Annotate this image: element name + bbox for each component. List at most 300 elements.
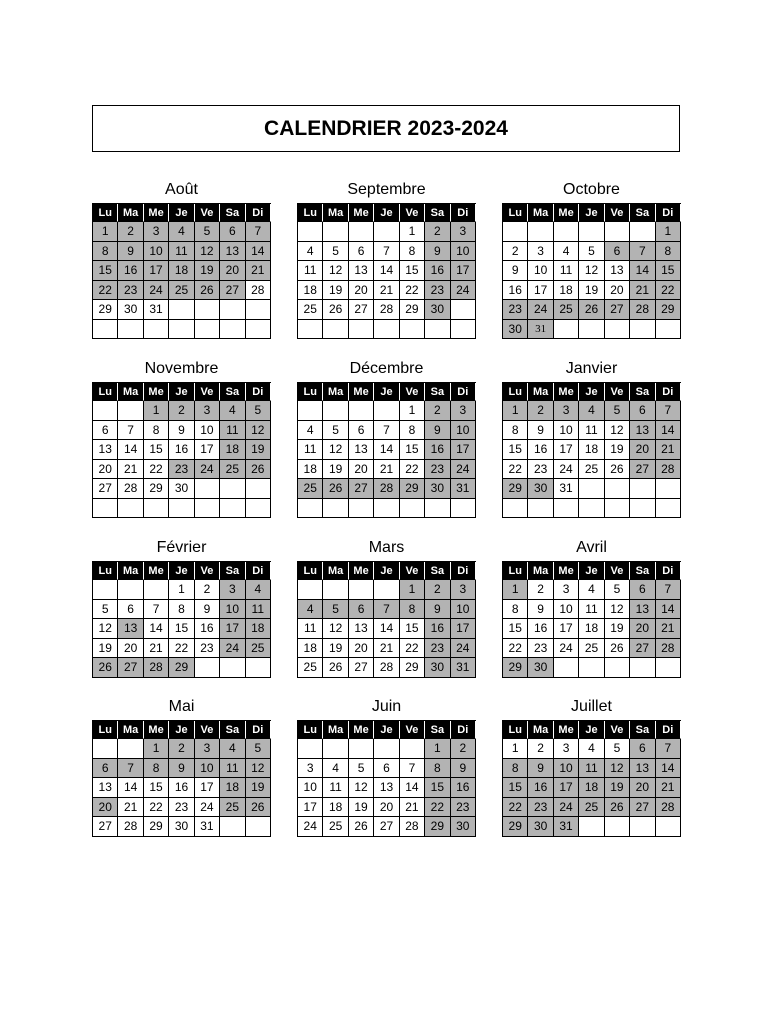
weekday-header: Je xyxy=(374,383,399,401)
day-cell: 7 xyxy=(630,242,655,262)
day-cell: 25 xyxy=(220,460,245,480)
day-cell: 6 xyxy=(349,421,374,441)
day-cell: 24 xyxy=(451,281,476,301)
day-cell: 14 xyxy=(656,759,681,779)
empty-cell xyxy=(220,479,245,499)
weekday-header: Ma xyxy=(323,721,348,739)
day-cell: 3 xyxy=(554,401,579,421)
day-cell: 19 xyxy=(323,460,348,480)
day-cell: 13 xyxy=(630,421,655,441)
day-cell: 9 xyxy=(169,421,194,441)
month-block xyxy=(297,358,476,518)
weekday-header: Lu xyxy=(298,383,323,401)
day-cell: 16 xyxy=(425,619,450,639)
day-cell: 16 xyxy=(503,281,528,301)
day-cell: 14 xyxy=(656,600,681,620)
day-cell: 24 xyxy=(195,460,220,480)
day-cell: 29 xyxy=(400,300,425,320)
day-cell: 12 xyxy=(323,261,348,281)
empty-cell xyxy=(374,499,399,519)
day-cell: 14 xyxy=(118,440,143,460)
day-cell: 14 xyxy=(656,421,681,441)
empty-cell xyxy=(220,300,245,320)
day-cell: 26 xyxy=(605,460,630,480)
day-cell: 6 xyxy=(93,421,118,441)
day-cell: 2 xyxy=(425,401,450,421)
day-cell: 31 xyxy=(554,479,579,499)
day-cell: 13 xyxy=(118,619,143,639)
day-cell: 18 xyxy=(579,619,604,639)
day-cell: 17 xyxy=(220,619,245,639)
day-cell: 28 xyxy=(656,639,681,659)
day-cell: 10 xyxy=(195,421,220,441)
day-cell: 19 xyxy=(605,778,630,798)
month-grid xyxy=(297,382,476,518)
empty-cell xyxy=(605,499,630,519)
day-cell: 23 xyxy=(451,798,476,818)
day-cell: 17 xyxy=(298,798,323,818)
day-cell: 27 xyxy=(630,798,655,818)
day-cell: 22 xyxy=(144,798,169,818)
day-cell: 3 xyxy=(220,580,245,600)
day-cell: 11 xyxy=(220,759,245,779)
day-cell: 19 xyxy=(605,440,630,460)
day-cell: 30 xyxy=(528,658,553,678)
day-cell: 28 xyxy=(630,300,655,320)
day-cell: 20 xyxy=(220,261,245,281)
day-cell: 8 xyxy=(425,759,450,779)
day-cell: 15 xyxy=(400,440,425,460)
month-block xyxy=(297,179,476,339)
empty-cell xyxy=(579,499,604,519)
day-cell: 1 xyxy=(144,401,169,421)
day-cell: 3 xyxy=(554,739,579,759)
empty-cell xyxy=(349,499,374,519)
day-cell: 23 xyxy=(425,460,450,480)
weekday-header: Lu xyxy=(93,721,118,739)
day-cell: 8 xyxy=(503,600,528,620)
weekday-header: Sa xyxy=(630,204,655,222)
day-cell: 1 xyxy=(400,222,425,242)
day-cell: 3 xyxy=(298,759,323,779)
day-cell: 26 xyxy=(195,281,220,301)
day-cell: 29 xyxy=(656,300,681,320)
weekday-header: Lu xyxy=(503,562,528,580)
day-cell: 17 xyxy=(528,281,553,301)
empty-cell xyxy=(374,580,399,600)
empty-cell xyxy=(93,739,118,759)
day-cell: 13 xyxy=(93,440,118,460)
day-cell: 29 xyxy=(503,479,528,499)
weekday-header: Me xyxy=(554,383,579,401)
empty-cell xyxy=(605,658,630,678)
day-cell: 2 xyxy=(195,580,220,600)
day-cell: 28 xyxy=(374,658,399,678)
day-cell: 3 xyxy=(451,401,476,421)
day-cell: 8 xyxy=(400,421,425,441)
weekday-header: Sa xyxy=(220,562,245,580)
day-cell: 28 xyxy=(374,479,399,499)
weekday-header: Ma xyxy=(528,383,553,401)
day-cell: 9 xyxy=(425,421,450,441)
weekday-header: Lu xyxy=(93,562,118,580)
day-cell: 17 xyxy=(451,261,476,281)
day-cell: 6 xyxy=(349,600,374,620)
day-cell: 11 xyxy=(323,778,348,798)
day-cell: 11 xyxy=(579,759,604,779)
day-cell: 30 xyxy=(425,300,450,320)
day-cell: 11 xyxy=(169,242,194,262)
weekday-header: Ve xyxy=(195,562,220,580)
empty-cell xyxy=(246,499,271,519)
empty-cell xyxy=(349,739,374,759)
day-cell: 1 xyxy=(503,739,528,759)
empty-cell xyxy=(374,401,399,421)
day-cell: 6 xyxy=(374,759,399,779)
day-cell: 7 xyxy=(374,600,399,620)
day-cell: 11 xyxy=(579,421,604,441)
weekday-header: Di xyxy=(451,721,476,739)
day-cell: 30 xyxy=(169,479,194,499)
day-cell: 19 xyxy=(195,261,220,281)
day-cell: 20 xyxy=(630,619,655,639)
day-cell: 6 xyxy=(630,580,655,600)
day-cell: 13 xyxy=(605,261,630,281)
weekday-header: Ve xyxy=(605,562,630,580)
day-cell: 26 xyxy=(605,639,630,659)
day-cell: 8 xyxy=(400,600,425,620)
day-cell: 11 xyxy=(298,440,323,460)
day-cell: 28 xyxy=(656,460,681,480)
day-cell: 9 xyxy=(169,759,194,779)
day-cell: 28 xyxy=(656,798,681,818)
weekday-header: Lu xyxy=(93,204,118,222)
empty-cell xyxy=(554,658,579,678)
weekday-header: Je xyxy=(579,383,604,401)
day-cell: 23 xyxy=(528,639,553,659)
day-cell: 10 xyxy=(195,759,220,779)
day-cell: 23 xyxy=(169,460,194,480)
month-block xyxy=(92,358,271,518)
month-name: Juin xyxy=(371,698,402,715)
empty-cell xyxy=(144,580,169,600)
weekday-header: Me xyxy=(349,562,374,580)
day-cell: 24 xyxy=(220,639,245,659)
day-cell: 5 xyxy=(195,222,220,242)
day-cell: 1 xyxy=(144,739,169,759)
day-cell: 11 xyxy=(298,261,323,281)
day-cell: 13 xyxy=(349,440,374,460)
day-cell: 21 xyxy=(400,798,425,818)
day-cell: 30 xyxy=(118,300,143,320)
day-cell: 2 xyxy=(425,580,450,600)
weekday-header: Me xyxy=(144,721,169,739)
weekday-header: Je xyxy=(579,204,604,222)
day-cell: 30 xyxy=(425,479,450,499)
day-cell: 8 xyxy=(144,759,169,779)
day-cell: 5 xyxy=(605,739,630,759)
day-cell: 10 xyxy=(144,242,169,262)
day-cell: 17 xyxy=(554,619,579,639)
empty-cell xyxy=(605,222,630,242)
day-cell: 12 xyxy=(323,619,348,639)
day-cell: 22 xyxy=(656,281,681,301)
day-cell: 1 xyxy=(400,401,425,421)
weekday-header: Me xyxy=(349,204,374,222)
day-cell: 26 xyxy=(605,798,630,818)
empty-cell xyxy=(323,739,348,759)
day-cell: 29 xyxy=(503,817,528,837)
weekday-header: Ve xyxy=(400,204,425,222)
day-cell: 21 xyxy=(656,440,681,460)
day-cell: 6 xyxy=(349,242,374,262)
day-cell: 29 xyxy=(400,658,425,678)
day-cell: 8 xyxy=(144,421,169,441)
weekday-header: Je xyxy=(579,562,604,580)
day-cell: 3 xyxy=(554,580,579,600)
day-cell: 9 xyxy=(425,600,450,620)
day-cell: 10 xyxy=(554,600,579,620)
weekday-header: Me xyxy=(144,204,169,222)
day-cell: 22 xyxy=(144,460,169,480)
weekday-header: Di xyxy=(246,562,271,580)
day-cell: 5 xyxy=(605,401,630,421)
month-block xyxy=(502,179,681,339)
day-cell: 9 xyxy=(528,421,553,441)
day-cell: 26 xyxy=(323,479,348,499)
month-block xyxy=(502,696,681,837)
day-cell: 27 xyxy=(605,300,630,320)
month-name: Novembre xyxy=(144,360,219,377)
day-cell: 30 xyxy=(528,479,553,499)
empty-cell xyxy=(169,320,194,340)
day-cell: 1 xyxy=(425,739,450,759)
day-cell: 28 xyxy=(118,817,143,837)
day-cell: 23 xyxy=(169,798,194,818)
weekday-header: Di xyxy=(451,383,476,401)
empty-cell xyxy=(169,300,194,320)
weekday-header: Ma xyxy=(528,562,553,580)
day-cell: 12 xyxy=(349,778,374,798)
day-cell: 5 xyxy=(246,739,271,759)
empty-cell xyxy=(374,320,399,340)
day-cell: 16 xyxy=(528,778,553,798)
day-cell: 4 xyxy=(579,401,604,421)
empty-cell xyxy=(246,817,271,837)
day-cell: 21 xyxy=(656,619,681,639)
weekday-header: Ma xyxy=(118,383,143,401)
day-cell: 24 xyxy=(554,460,579,480)
month-block xyxy=(92,537,271,678)
day-cell: 10 xyxy=(528,261,553,281)
month-name: Mars xyxy=(368,539,405,556)
empty-cell xyxy=(195,300,220,320)
month-grid xyxy=(502,203,681,339)
empty-cell xyxy=(605,817,630,837)
weekday-header: Ma xyxy=(323,383,348,401)
day-cell: 11 xyxy=(246,600,271,620)
day-cell: 2 xyxy=(503,242,528,262)
month-grid xyxy=(502,561,681,678)
day-cell: 9 xyxy=(528,600,553,620)
day-cell: 13 xyxy=(93,778,118,798)
day-cell: 27 xyxy=(349,300,374,320)
weekday-header: Ve xyxy=(400,383,425,401)
weekday-header: Sa xyxy=(425,721,450,739)
empty-cell xyxy=(656,817,681,837)
day-cell: 4 xyxy=(169,222,194,242)
day-cell: 17 xyxy=(554,440,579,460)
empty-cell xyxy=(246,658,271,678)
day-cell: 13 xyxy=(349,619,374,639)
day-cell: 12 xyxy=(605,600,630,620)
empty-cell xyxy=(349,580,374,600)
day-cell: 15 xyxy=(503,778,528,798)
day-cell: 15 xyxy=(656,261,681,281)
day-cell: 14 xyxy=(374,261,399,281)
day-cell: 5 xyxy=(579,242,604,262)
day-cell: 26 xyxy=(246,460,271,480)
day-cell: 4 xyxy=(554,242,579,262)
empty-cell xyxy=(195,479,220,499)
weekday-header: Ma xyxy=(118,562,143,580)
day-cell: 5 xyxy=(323,421,348,441)
day-cell: 28 xyxy=(144,658,169,678)
day-cell: 18 xyxy=(323,798,348,818)
empty-cell xyxy=(93,320,118,340)
day-cell: 12 xyxy=(93,619,118,639)
day-cell: 12 xyxy=(246,421,271,441)
day-cell: 22 xyxy=(503,460,528,480)
empty-cell xyxy=(323,499,348,519)
empty-cell xyxy=(554,222,579,242)
empty-cell xyxy=(118,739,143,759)
day-cell: 16 xyxy=(528,440,553,460)
day-cell: 13 xyxy=(374,778,399,798)
month-grid xyxy=(92,720,271,837)
weekday-header: Sa xyxy=(220,721,245,739)
empty-cell xyxy=(246,479,271,499)
day-cell: 7 xyxy=(374,242,399,262)
empty-cell xyxy=(579,320,604,340)
day-cell: 6 xyxy=(605,242,630,262)
day-cell: 30 xyxy=(169,817,194,837)
empty-cell xyxy=(220,499,245,519)
empty-cell xyxy=(349,401,374,421)
day-cell: 25 xyxy=(554,300,579,320)
day-cell: 22 xyxy=(425,798,450,818)
empty-cell xyxy=(349,320,374,340)
month-block xyxy=(297,537,476,678)
day-cell: 14 xyxy=(246,242,271,262)
empty-cell xyxy=(400,320,425,340)
day-cell: 31 xyxy=(528,320,553,340)
day-cell: 18 xyxy=(220,778,245,798)
day-cell: 17 xyxy=(451,440,476,460)
day-cell: 14 xyxy=(144,619,169,639)
day-cell: 18 xyxy=(298,281,323,301)
weekday-header: Ve xyxy=(195,721,220,739)
day-cell: 13 xyxy=(630,759,655,779)
day-cell: 27 xyxy=(349,479,374,499)
day-cell: 19 xyxy=(579,281,604,301)
empty-cell xyxy=(246,300,271,320)
day-cell: 16 xyxy=(425,261,450,281)
day-cell: 12 xyxy=(246,759,271,779)
day-cell: 6 xyxy=(630,401,655,421)
day-cell: 24 xyxy=(451,460,476,480)
month-block xyxy=(502,358,681,518)
day-cell: 15 xyxy=(400,261,425,281)
day-cell: 9 xyxy=(425,242,450,262)
day-cell: 20 xyxy=(93,460,118,480)
day-cell: 26 xyxy=(579,300,604,320)
day-cell: 27 xyxy=(630,460,655,480)
empty-cell xyxy=(298,499,323,519)
day-cell: 9 xyxy=(195,600,220,620)
day-cell: 5 xyxy=(605,580,630,600)
month-name: Juillet xyxy=(571,698,612,715)
day-cell: 16 xyxy=(195,619,220,639)
empty-cell xyxy=(630,479,655,499)
day-cell: 8 xyxy=(169,600,194,620)
empty-cell xyxy=(169,499,194,519)
day-cell: 21 xyxy=(144,639,169,659)
day-cell: 9 xyxy=(503,261,528,281)
weekday-header: Di xyxy=(656,562,681,580)
day-cell: 10 xyxy=(451,242,476,262)
day-cell: 16 xyxy=(169,778,194,798)
month-block xyxy=(92,696,271,837)
empty-cell xyxy=(503,499,528,519)
day-cell: 15 xyxy=(169,619,194,639)
weekday-header: Lu xyxy=(298,204,323,222)
day-cell: 26 xyxy=(323,300,348,320)
day-cell: 29 xyxy=(400,479,425,499)
day-cell: 7 xyxy=(656,580,681,600)
weekday-header: Sa xyxy=(220,383,245,401)
day-cell: 9 xyxy=(451,759,476,779)
day-cell: 20 xyxy=(374,798,399,818)
day-cell: 31 xyxy=(144,300,169,320)
day-cell: 20 xyxy=(349,281,374,301)
empty-cell xyxy=(220,320,245,340)
day-cell: 1 xyxy=(169,580,194,600)
empty-cell xyxy=(118,401,143,421)
weekday-header: Lu xyxy=(93,383,118,401)
day-cell: 10 xyxy=(451,421,476,441)
day-cell: 20 xyxy=(630,778,655,798)
weekday-header: Lu xyxy=(503,204,528,222)
weekday-header: Lu xyxy=(298,562,323,580)
weekday-header: Me xyxy=(554,562,579,580)
day-cell: 27 xyxy=(93,479,118,499)
day-cell: 25 xyxy=(323,817,348,837)
day-cell: 8 xyxy=(656,242,681,262)
weekday-header: Ma xyxy=(118,204,143,222)
day-cell: 14 xyxy=(118,778,143,798)
day-cell: 19 xyxy=(323,639,348,659)
empty-cell xyxy=(656,658,681,678)
day-cell: 3 xyxy=(195,401,220,421)
day-cell: 27 xyxy=(220,281,245,301)
empty-cell xyxy=(323,320,348,340)
day-cell: 22 xyxy=(400,639,425,659)
weekday-header: Sa xyxy=(425,383,450,401)
empty-cell xyxy=(93,499,118,519)
empty-cell xyxy=(323,222,348,242)
day-cell: 2 xyxy=(528,401,553,421)
